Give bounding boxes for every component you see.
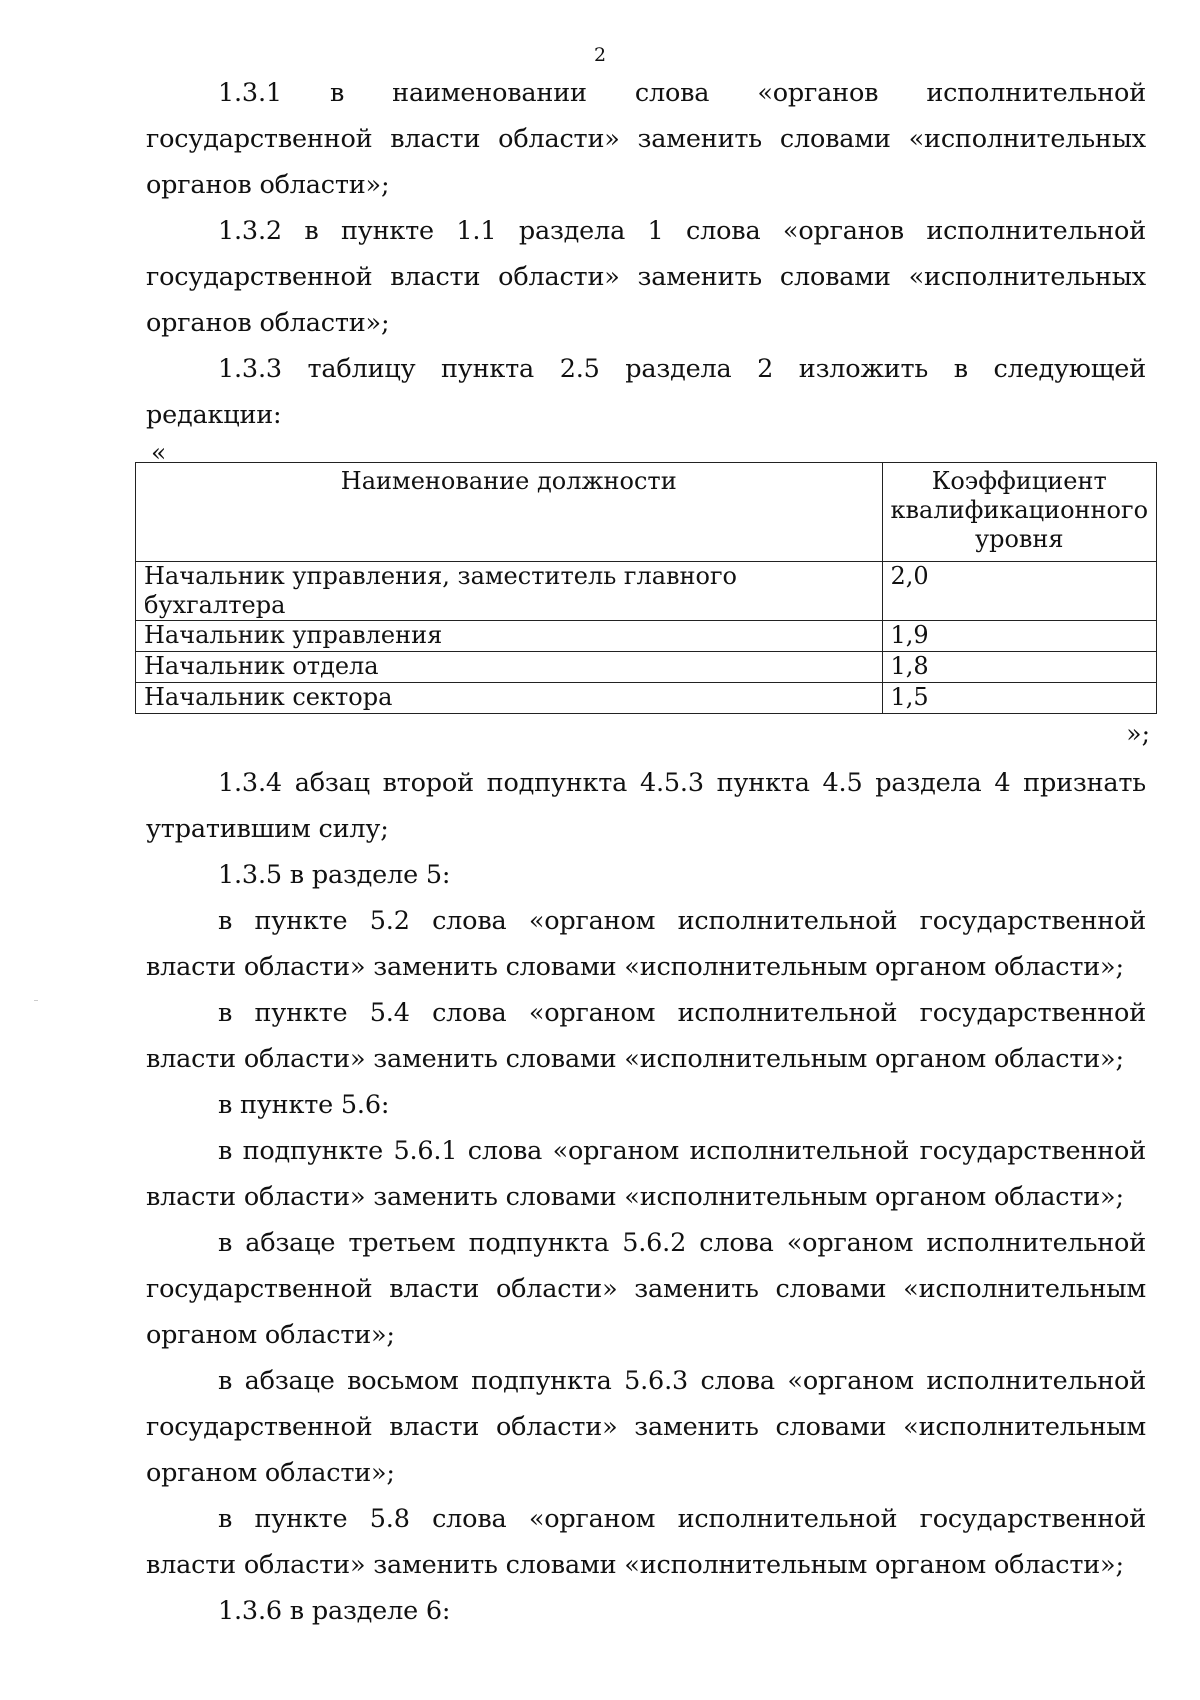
coefficient-cell: 1,9: [882, 621, 1156, 652]
paragraph-subitem-5-6-2: в абзаце третьем подпункта 5.6.2 слова «органом исполнительной государственной власти области» заменить словами «исполнительным органом области»;: [146, 1228, 1146, 1350]
paragraph-item-5-2: в пункте 5.2 слова «органом исполнительной государственной власти области» заменить словами «исполнительным органом области»;: [146, 906, 1146, 982]
header-coefficient: Коэффициент квалификационного уровня: [882, 463, 1156, 562]
table-row: [136, 652, 1157, 683]
table-row: [136, 562, 1157, 621]
position-name-cell: Начальник управления: [136, 621, 883, 652]
position-name-cell: Начальник сектора: [136, 683, 883, 714]
paragraph-item-5-4: в пункте 5.4 слова «органом исполнительной государственной власти области» заменить словами «исполнительным органом области»;: [146, 998, 1146, 1074]
position-name-cell: Начальник управления, заместитель главного бухгалтера: [136, 562, 883, 621]
document-body: [144, 70, 1150, 1634]
paragraph-1-3-1: 1.3.1 в наименовании слова «органов исполнительной государственной власти области» заменить словами «исполнительных органов области»;: [146, 78, 1146, 200]
header-position-name: Наименование должности: [136, 463, 883, 562]
coefficient-cell: 2,0: [882, 562, 1156, 621]
table-close-quote: »;: [1126, 719, 1150, 748]
paragraph-item-5-8: в пункте 5.8 слова «органом исполнительной государственной власти области» заменить словами «исполнительным органом области»;: [146, 1504, 1146, 1580]
position-name-cell: Начальник отдела: [136, 652, 883, 683]
table-row: [136, 621, 1157, 652]
coefficient-cell: 1,8: [882, 652, 1156, 683]
paragraph-1-3-5: 1.3.5 в разделе 5:: [218, 860, 451, 890]
coefficient-cell: 1,5: [882, 683, 1156, 714]
paragraph-1-3-6: 1.3.6 в разделе 6:: [218, 1596, 451, 1626]
table-header-row: [136, 463, 1157, 562]
paragraph-1-3-4: 1.3.4 абзац второй подпункта 4.5.3 пункта 4.5 раздела 4 признать утратившим силу;: [146, 768, 1146, 844]
page-number: 2: [593, 44, 607, 66]
scan-margin-mark: [34, 1000, 38, 1001]
table-open-quote: «: [151, 438, 167, 467]
paragraph-subitem-5-6-1: в подпункте 5.6.1 слова «органом исполнительной государственной власти области» заменить словами «исполнительным органом области»;: [146, 1136, 1146, 1212]
table-row: [136, 683, 1157, 714]
paragraph-1-3-3: 1.3.3 таблицу пункта 2.5 раздела 2 изложить в следующей редакции:: [146, 354, 1146, 430]
paragraph-item-5-6: в пункте 5.6:: [218, 1090, 390, 1120]
paragraph-1-3-2: 1.3.2 в пункте 1.1 раздела 1 слова «органов исполнительной государственной власти области» заменить словами «исполнительных органов области»;: [146, 216, 1146, 338]
paragraph-subitem-5-6-3: в абзаце восьмом подпункта 5.6.3 слова «органом исполнительной государственной власти области» заменить словами «исполнительным органом области»;: [146, 1366, 1146, 1488]
positions-table: [135, 462, 1157, 714]
